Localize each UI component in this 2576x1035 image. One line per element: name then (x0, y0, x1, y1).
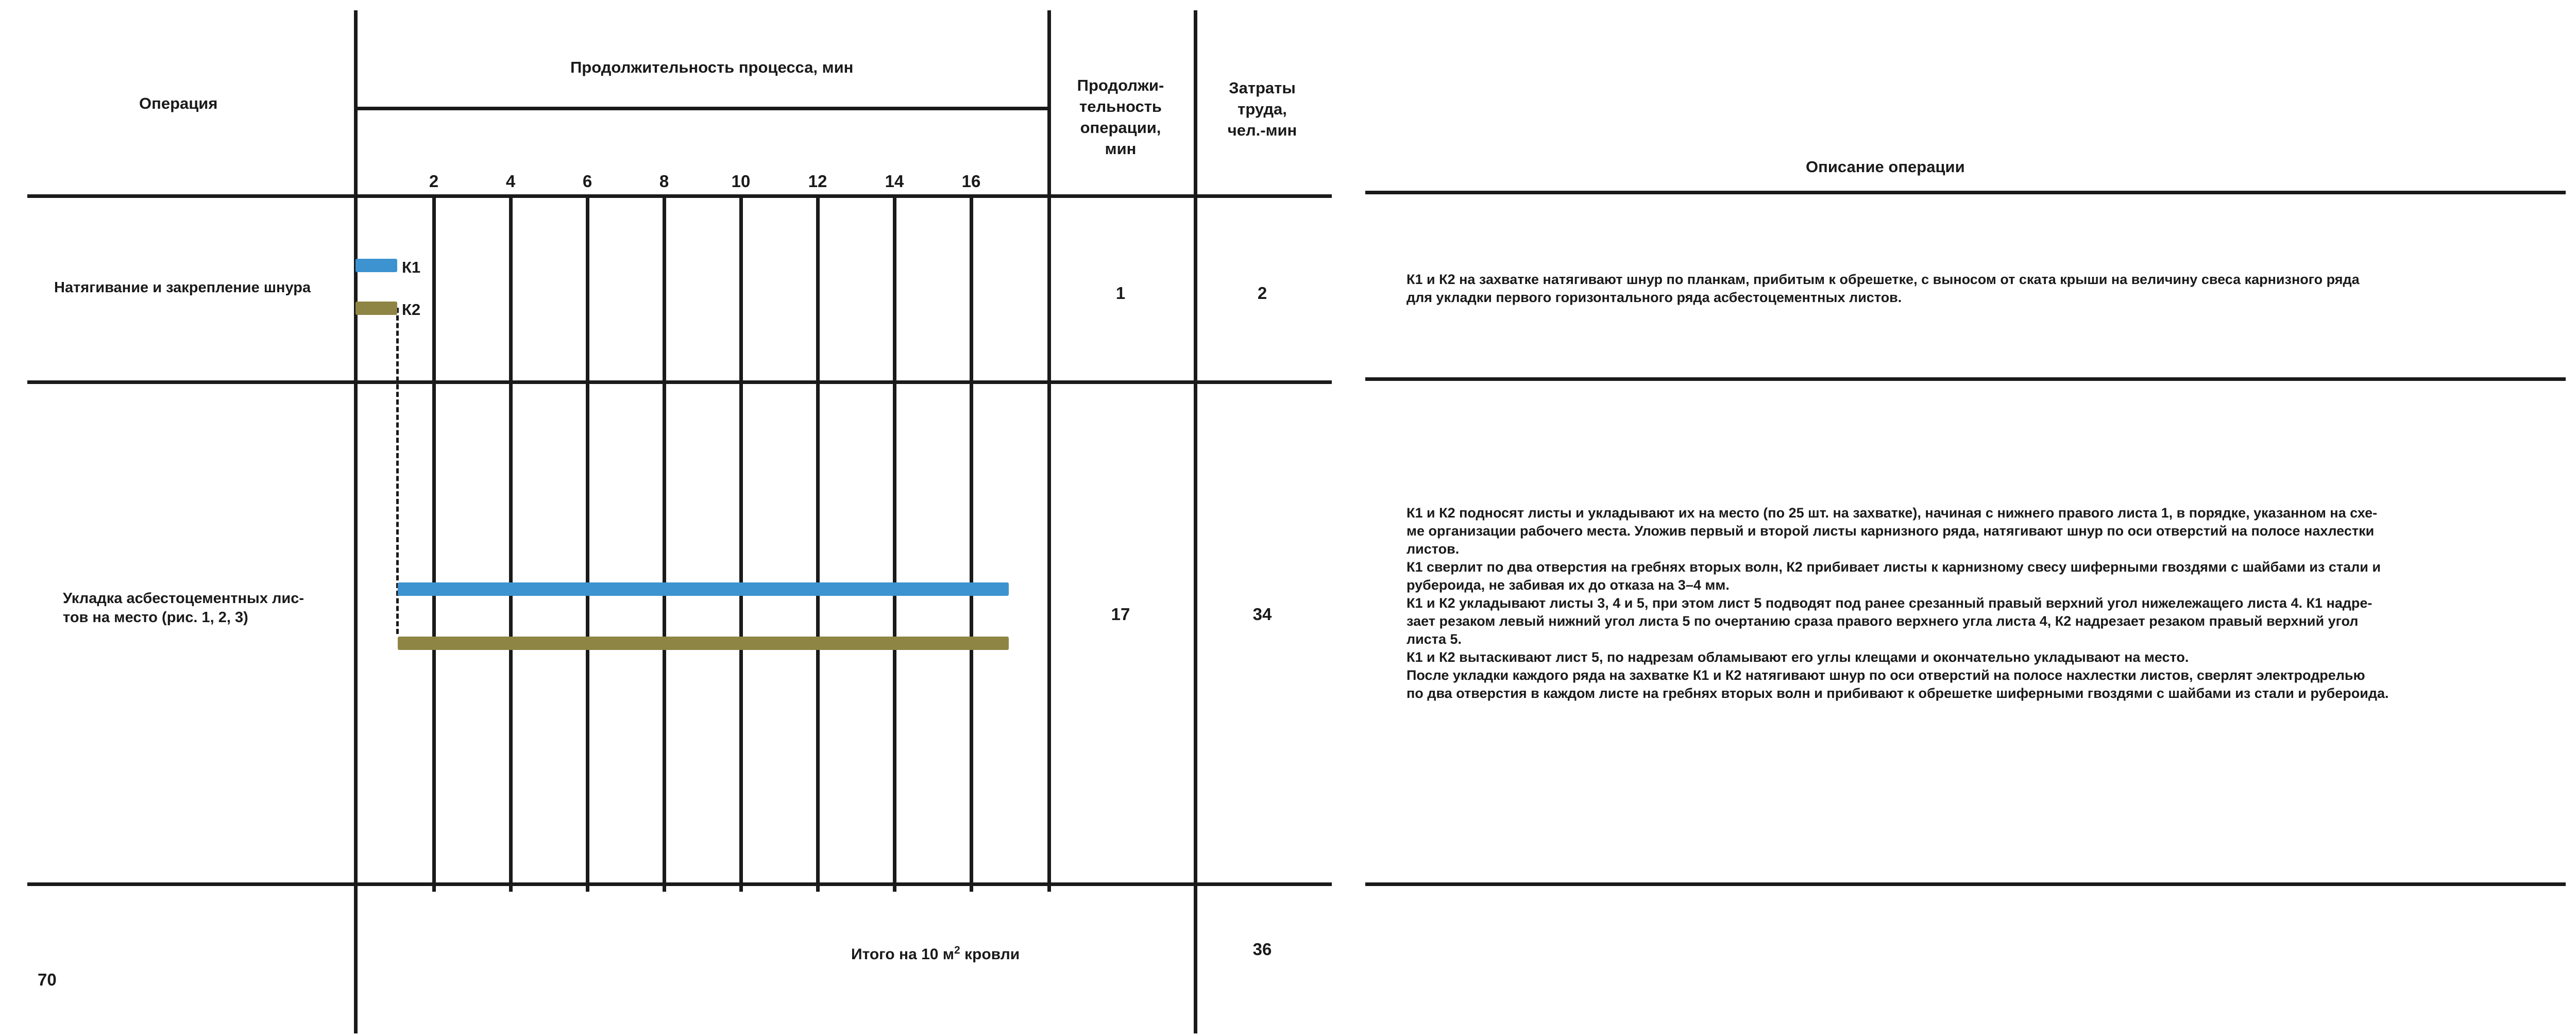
row2-bottom-line (27, 882, 1332, 886)
grid-line-12 (816, 196, 820, 892)
table-border-labor-left (1194, 10, 1197, 1033)
header-process-duration: Продолжительность процесса, мин (570, 58, 854, 76)
row1-description: К1 и К2 на захватке натягивают шнур по планкам, прибитым к обрешетке, с выносом от ската крыши на величину свеса карнизного ряда для укладки первого горизонтального ряда асбестоцементных листов. (1406, 272, 2360, 305)
time-tick-6: 6 (582, 172, 592, 191)
grid-line-14 (893, 196, 896, 892)
header-labor-cost: Затраты труда, чел.-мин (1227, 79, 1297, 139)
time-tick-2: 2 (429, 172, 439, 191)
row1-bottom-line (27, 380, 1332, 384)
right-row2-line (1365, 882, 2566, 886)
time-tick-10: 10 (731, 172, 751, 191)
total-label: Итого на 10 $м^2$ кровли (851, 944, 1020, 963)
grid-line-2 (432, 196, 436, 892)
gantt-bar-k2-op2 (398, 637, 1009, 650)
grid-line-4 (509, 196, 513, 892)
row1-duration: 1 (1115, 283, 1126, 303)
right-row1-line (1365, 377, 2566, 381)
row2-duration: 17 (1111, 605, 1130, 624)
worker-label-k2: К2 (402, 301, 421, 319)
table-border-chart-right (1047, 10, 1051, 892)
grid-line-6 (586, 196, 589, 892)
header-description: Описание операции (1806, 158, 1965, 176)
gantt-bar-k1-op2 (398, 582, 1009, 596)
right-header-line (1365, 191, 2566, 194)
time-tick-16: 16 (961, 172, 981, 191)
time-tick-8: 8 (659, 172, 669, 191)
table-border-left (354, 10, 358, 1033)
total-value: 36 (1252, 940, 1272, 959)
header-bottom-line (27, 194, 1332, 198)
worker-label-k1: К1 (402, 258, 421, 276)
grid-line-8 (663, 196, 666, 892)
grid-line-16 (970, 196, 973, 892)
row1-labor: 2 (1257, 283, 1267, 303)
page-number-left: 70 (38, 970, 57, 989)
gantt-bar-k1-op1 (355, 259, 397, 272)
row1-operation: Натягивание и закрепление шнура (54, 279, 311, 296)
time-tick-14: 14 (885, 172, 904, 191)
header-operation: Операция (139, 94, 218, 112)
header-operation-duration: Продолжи- тельность операции, мин (1077, 76, 1164, 158)
gantt-bar-k2-op1 (355, 302, 397, 315)
time-tick-4: 4 (505, 172, 516, 191)
row2-description: К1 и К2 подносят листы и укладывают их на место (по 25 шт. на захватке), начиная с нижнего правого листа 1, в порядке, указанном на схе- ме организации рабочего места. Уложив первый и второй листы карнизного ряда, натягивают шнур по оси отверстий на полосе нахлестки листов. К1 сверлит по два отверстия на гребнях вторых волн, К2 прибивает листы к карнизному свесу шиферными гвоздями с шайбами из стали и рубероида, не забивая их до отказа на 3–4 мм. К1 и К2 укладывают листы 3, 4 и 5, при этом лист 5 подводят под ранее срезанный правый верхний угол нижележащего листа 4. К1 надре- зает резаком левый нижний угол листа 5 по очертанию сраза правого верхнего угла листа 4, К2 надрезает резаком правый верхний угол листа 5. К1 и К2 вытаскивают лист 5, по надрезам обламывают его углы клещами и окончательно укладывают на место. После укладки каждого ряда на захватке К1 и К2 натягивают шнур по оси отверстий на полосе нахлестки листов, сверлят электродрелью по два отверстия в каждом листе на гребнях вторых волн и прибивают к обрешетке шиферными гвоздями с шайбами из стали и рубероида. (1406, 505, 2389, 701)
time-tick-12: 12 (808, 172, 827, 191)
row2-operation: Укладка асбестоцементных лис- тов на место (рис. 1, 2, 3) (63, 590, 304, 626)
row2-labor: 34 (1252, 605, 1272, 624)
grid-line-10 (739, 196, 743, 892)
chart-header-line (355, 107, 1049, 110)
